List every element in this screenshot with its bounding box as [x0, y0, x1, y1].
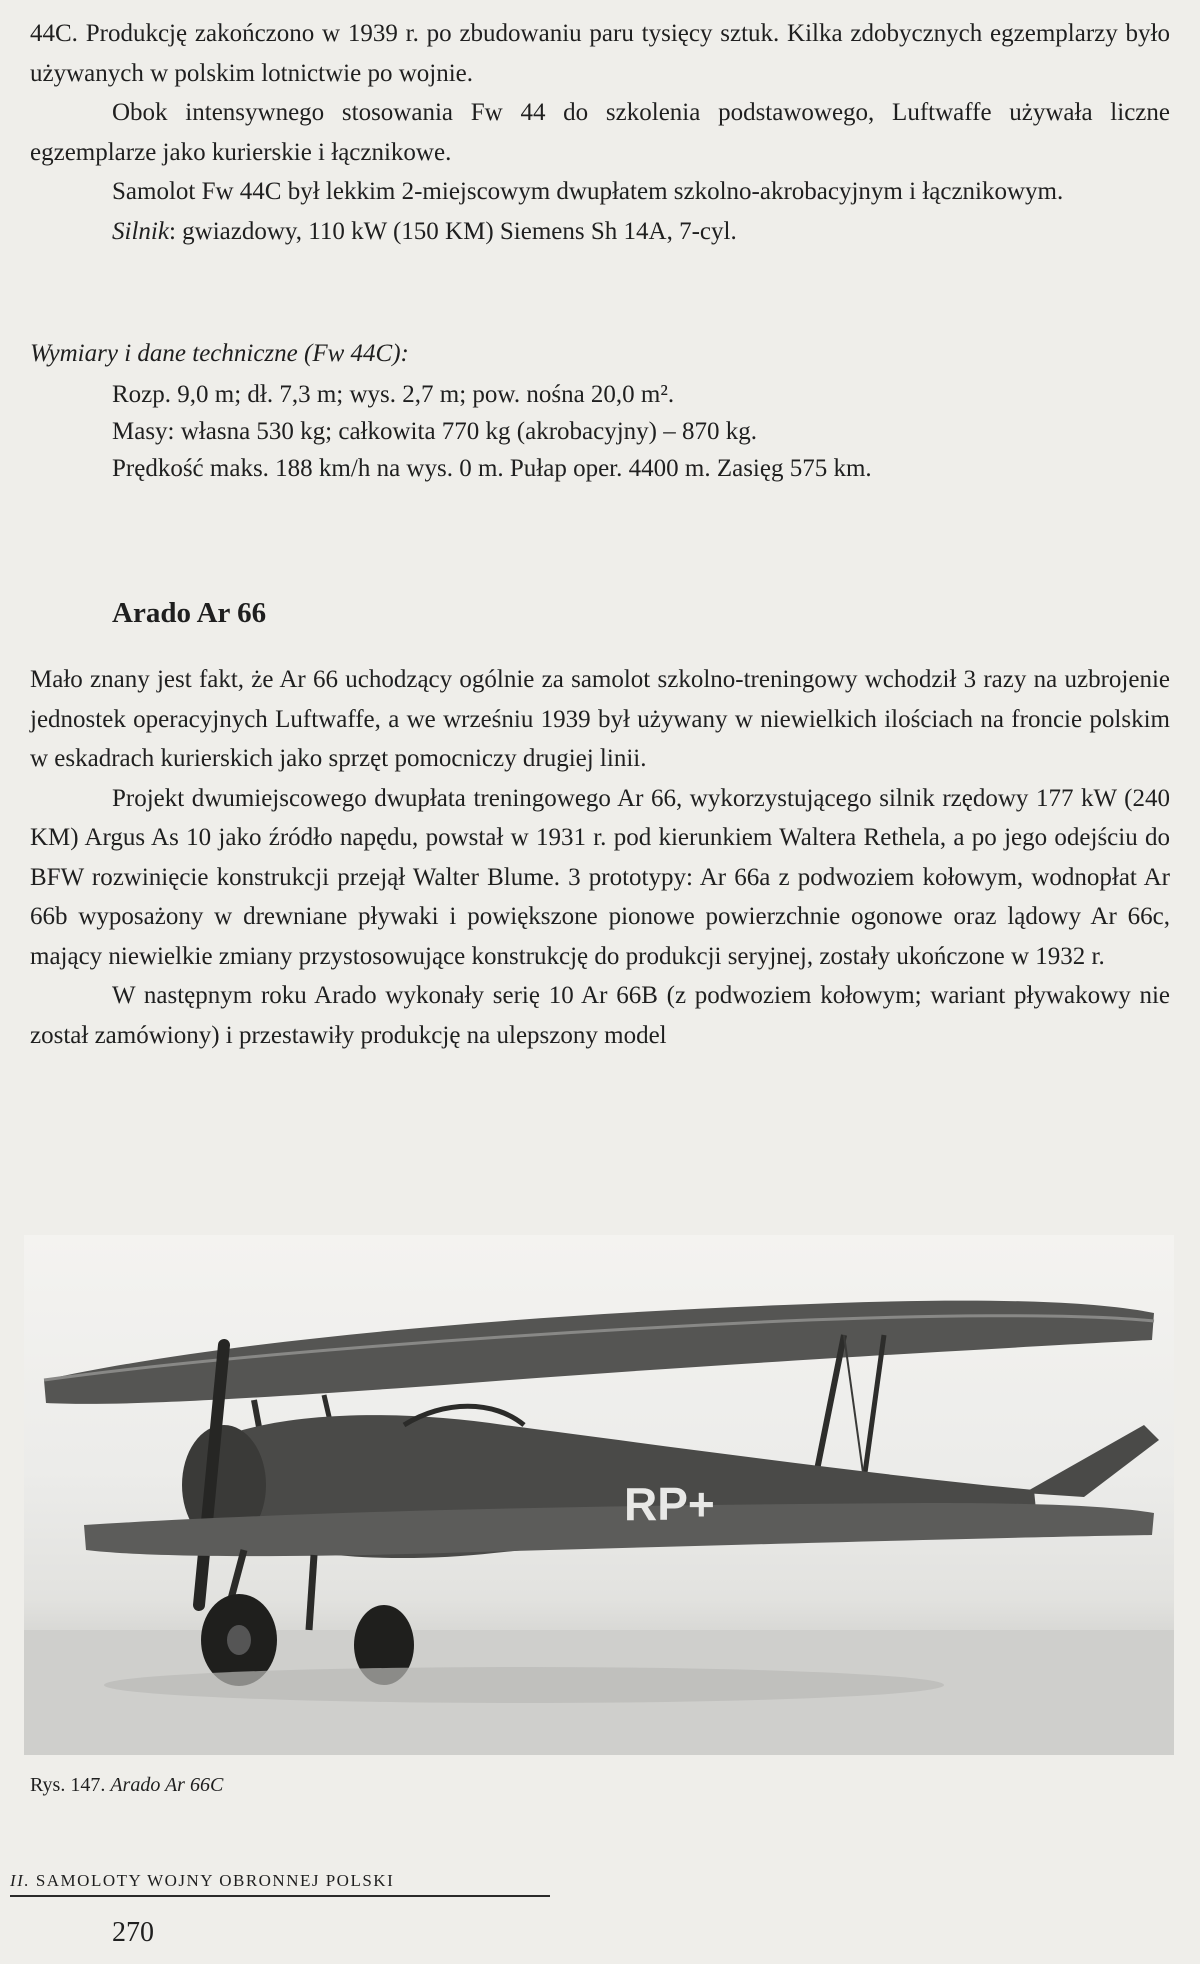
paragraph-fw44c-description: Samolot Fw 44C był lekkim 2-miejscowym dwupłatem szkolno-akrobacyjnym i łącznikowym.: [112, 178, 1064, 205]
strut-right-2: [864, 1335, 884, 1480]
gear-strut-right: [309, 1555, 314, 1630]
paragraph-luftwaffe-use: Obok intensywnego stosowania Fw 44 do szkolenia podstawowego, Luftwaffe używała liczne egzemplarze jako kurierskie i łącznikowe.: [30, 99, 1170, 166]
section-paragraph-1: Mało znany jest fakt, że Ar 66 uchodzący ogólnie za samolot szkolno-treningowy wchodził 3 razy na uzbrojenie jednostek operacyjnych Luftwaffe, a we wrześniu 1939 był używany w niewielkich ilościach na froncie polskim w eskadrach kurierskich jako sprzęt pomocniczy drugiej linii.: [30, 666, 1170, 772]
aircraft-photo: [24, 1235, 1174, 1755]
fuselage-code: RP+: [624, 1478, 715, 1530]
tail-fin: [1024, 1425, 1159, 1497]
running-head: [10, 1871, 394, 1891]
section-body: [30, 660, 1170, 1055]
engine-text: : gwiazdowy, 110 kW (150 KM) Siemens Sh 14A, 7-cyl.: [168, 217, 737, 245]
figure-caption: [30, 1774, 223, 1797]
paragraph-continuation: 44C. Produkcję zakończono w 1939 r. po zbudowaniu paru tysięcy sztuk. Kilka zdobycznych egzemplarzy było używanych w polskim lotnictwie po wojnie.: [30, 20, 1170, 87]
spec-heading: Wymiary i dane techniczne (Fw 44C):: [30, 340, 409, 367]
footer-rule: [10, 1895, 550, 1897]
caption-title: Arado Ar 66C: [110, 1774, 224, 1796]
top-text: [30, 14, 1170, 251]
section-paragraph-3: W następnym roku Arado wykonały serię 10 Ar 66B (z podwoziem kołowym; wariant pływakowy nie został zamówiony) i przestawiły produkcję na ulepszony model: [30, 982, 1170, 1049]
specifications: [30, 335, 1170, 487]
running-head-chapter: SAMOLOTY WOJNY OBRONNEJ POLSKI: [30, 1871, 395, 1890]
page-number: 270: [112, 1917, 154, 1948]
spec-performance: Prędkość maks. 188 km/h na wys. 0 m. Pułap oper. 4400 m. Zasięg 575 km.: [112, 455, 872, 482]
caption-prefix: Rys. 147.: [30, 1774, 111, 1796]
engine-label: Silnik: [112, 217, 169, 245]
section-paragraph-2: Projekt dwumiejscowego dwupłata treningowego Ar 66, wykorzystującego silnik rzędowy 177 kW (240 KM) Argus As 10 jako źródło napędu, powstał w 1931 r. pod kierunkiem Waltera Rethela, a po jego odejściu do BFW rozwinięcie konstrukcji przejął Walter Blume. 3 prototypy: Ar 66a z podwoziem kołowym, wodnopłat Ar 66b wyposażony w drewniane pływaki i powiększone pionowe powierzchnie ogonowe oraz lądowy Ar 66c, mający niewielkie zmiany przystosowujące konstrukcję do produkcji seryjnej, zostały ukończone w 1932 r.: [30, 784, 1170, 970]
spec-dimensions: Rozp. 9,0 m; dł. 7,3 m; wys. 2,7 m; pow. nośna 20,0 m².: [112, 381, 675, 408]
running-head-roman: II.: [10, 1871, 31, 1890]
wheel-hub-left: [227, 1625, 251, 1655]
engine-line: [30, 212, 1170, 252]
spec-masses: Masy: własna 530 kg; całkowita 770 kg (akrobacyjny) – 870 kg.: [112, 418, 758, 445]
biplane-illustration: [24, 1235, 1174, 1755]
ground-shadow: [104, 1667, 944, 1703]
section-title: Arado Ar 66: [112, 597, 267, 629]
